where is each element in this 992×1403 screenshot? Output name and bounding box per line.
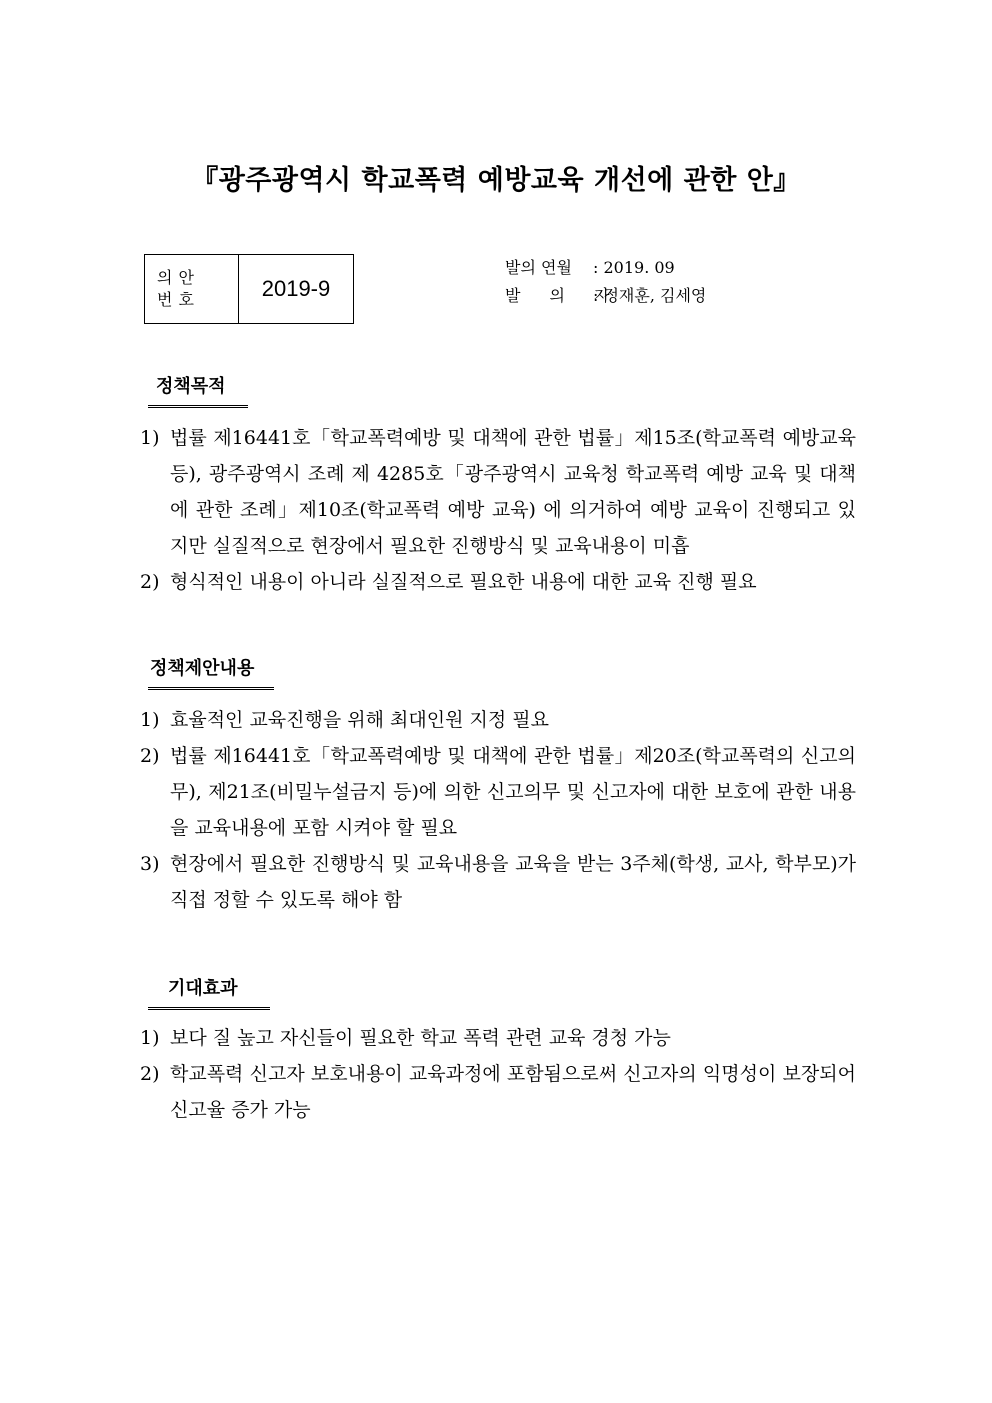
list-item [140,738,856,846]
list-item-text: 보다 질 높고 자신들이 필요한 학교 폭력 관련 교육 경청 가능 [170,1027,671,1049]
list-item [140,846,856,918]
bill-label-line1: 의안 [157,268,200,287]
list-item [140,420,856,564]
list-item-number: 2) [140,745,160,767]
proposal-date-value: : 2019. 09 [593,258,675,277]
section-heading-purpose [148,372,248,408]
bill-number-label [145,255,239,323]
proposal-list [140,702,856,918]
purpose-list [140,420,856,600]
document-title: 『광주광역시 학교폭력 예방교육 개선에 관한 안』 [191,165,801,196]
section-heading-underline [148,1007,270,1010]
effect-list [140,1020,856,1128]
list-item-number: 1) [140,1027,160,1049]
list-item-text: 현장에서 필요한 진행방식 및 교육내용을 교육을 받는 3주체(학생, 교사, 학부모)가 직접 정할 수 있도록 해야 함 [170,853,856,911]
list-item-number: 1) [140,427,160,449]
list-item-text: 법률 제16441호「학교폭력예방 및 대책에 관한 법률」제15조(학교폭력 예방교육 등), 광주광역시 조례 제 4285호「광주광역시 교육청 학교폭력 예방 교육 및 대책에 관한 조례」제10조(학교폭력 예방 교육) 에 의거하여 예방 교육이 진행되고 있지만 실질적으로 현장에서 필요한 진행방식 및 교육내용이 미흡 [170,427,856,557]
section-heading-proposal [148,654,274,690]
list-item-number: 2) [140,571,160,593]
list-item-text: 형식적인 내용이 아니라 실질적으로 필요한 내용에 대한 교육 진행 필요 [170,571,757,593]
list-item-number: 1) [140,709,160,731]
proposal-date-row [505,254,706,282]
section-heading-proposal-text: 정책제안내용 [150,658,255,679]
bill-label-line2: 번호 [157,290,200,309]
list-item-text: 학교폭력 신고자 보호내용이 교육과정에 포함됨으로써 신고자의 익명성이 보장되어 신고율 증가 가능 [170,1063,856,1121]
list-item [140,564,856,600]
section-heading-effect [148,974,270,1010]
list-item-text: 법률 제16441호「학교폭력예방 및 대책에 관한 법률」제20조(학교폭력의 신고의무), 제21조(비밀누설금지 등)에 의한 신고의무 및 신고자에 대한 보호에 관한 내용을 교육내용에 포함 시켜야 할 필요 [170,745,856,839]
bill-number-value: 2019-9 [261,276,331,301]
list-item [140,1020,856,1056]
proposer-key: 발 의 자 [505,286,622,305]
section-heading-purpose-text: 정책목적 [156,376,226,397]
proposal-date-key: 발의 연월 [505,258,572,277]
proposal-meta [505,254,706,310]
section-heading-underline [148,405,248,408]
list-item-text: 효율적인 교육진행을 위해 최대인원 지정 필요 [170,709,549,731]
list-item [140,702,856,738]
section-heading-underline [148,687,274,690]
proposer-row [505,282,706,310]
proposer-value: : 정재훈, 김세영 [593,286,707,305]
bill-number-box [144,254,354,324]
list-item-number: 2) [140,1063,160,1085]
list-item [140,1056,856,1128]
section-heading-effect-text: 기대효과 [168,978,238,999]
list-item-number: 3) [140,853,160,875]
